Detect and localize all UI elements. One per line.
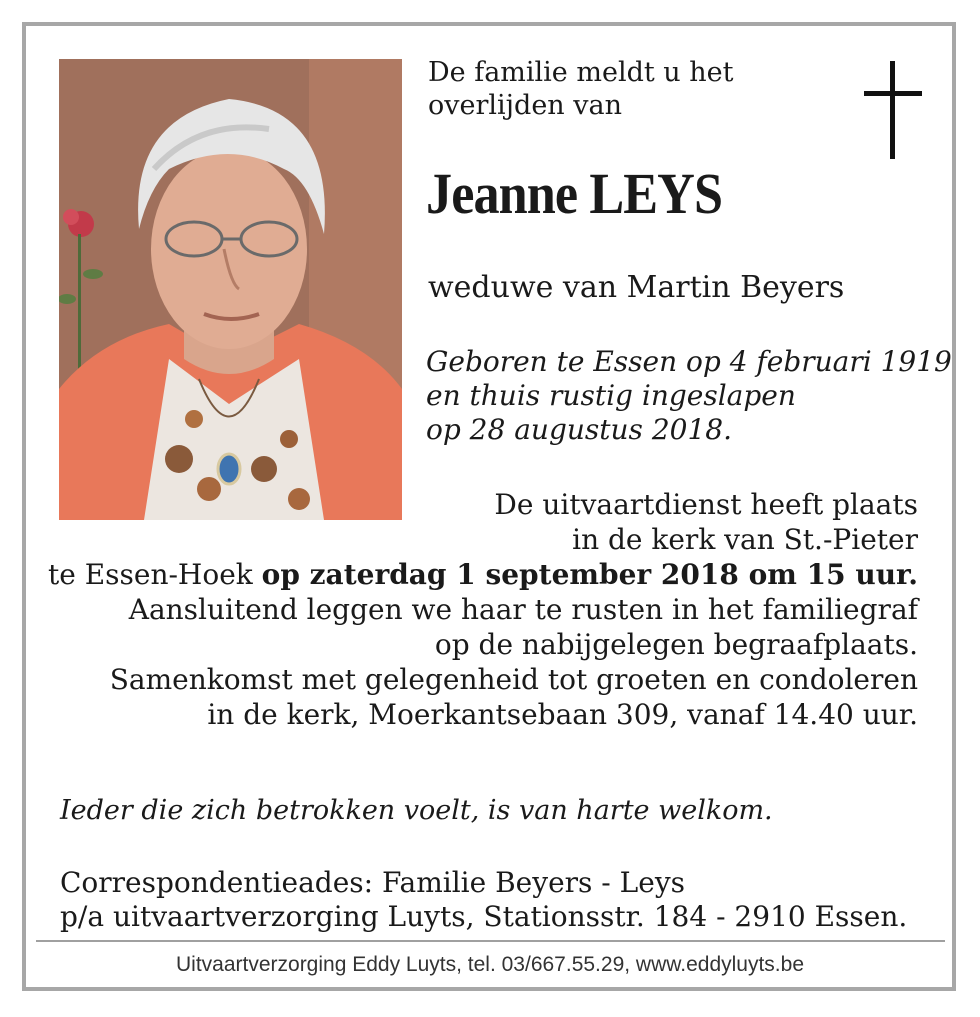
birth-death-text [426,345,952,447]
deceased-name: Jeanne LEYS [426,161,723,226]
service-line-4: Aansluitend leggen we haar te rusten in het familiegraf [128,593,918,626]
footer-divider [36,940,945,942]
portrait-photo [59,59,402,520]
correspondence-line-1: Correspondentieades: Familie Beyers - Leys [60,866,686,899]
service-location: te Essen-Hoek [47,558,262,591]
correspondence-line-2: p/a uitvaartverzorging Luyts, Stationsstr. 184 - 2910 Essen. [60,900,908,933]
born-line-1: Geboren te Essen op 4 februari 1919 [426,345,952,378]
footer-credit: Uitvaartverzorging Eddy Luyts, tel. 03/667.55.29, www.eddyluyts.be [175,953,804,976]
intro-text [428,56,734,122]
service-details [48,487,918,732]
service-line-3 [48,557,918,592]
welcome-text: Ieder die zich betrokken voelt, is van harte welkom. [60,795,773,826]
service-line-2: in de kerk van St.-Pieter [572,523,918,556]
service-date-time: op zaterdag 1 september 2018 om 15 uur. [261,558,918,591]
service-line-1: De uitvaartdienst heeft plaats [494,488,918,521]
intro-line-2: overlijden van [428,90,623,121]
born-line-2: en thuis rustig ingeslapen [426,379,796,412]
service-line-7: in de kerk, Moerkantsebaan 309, vanaf 14.40 uur. [207,698,918,731]
service-line-5: op de nabijgelegen begraafplaats. [434,628,918,661]
widow-line: weduwe van Martin Beyers [428,270,845,305]
intro-line-1: De familie meldt u het [428,57,734,88]
cross-icon [864,61,922,159]
service-line-6: Samenkomst met gelegenheid tot groeten en condoleren [109,663,918,696]
correspondence-address [60,866,907,934]
born-line-3: op 28 augustus 2018. [426,413,732,446]
